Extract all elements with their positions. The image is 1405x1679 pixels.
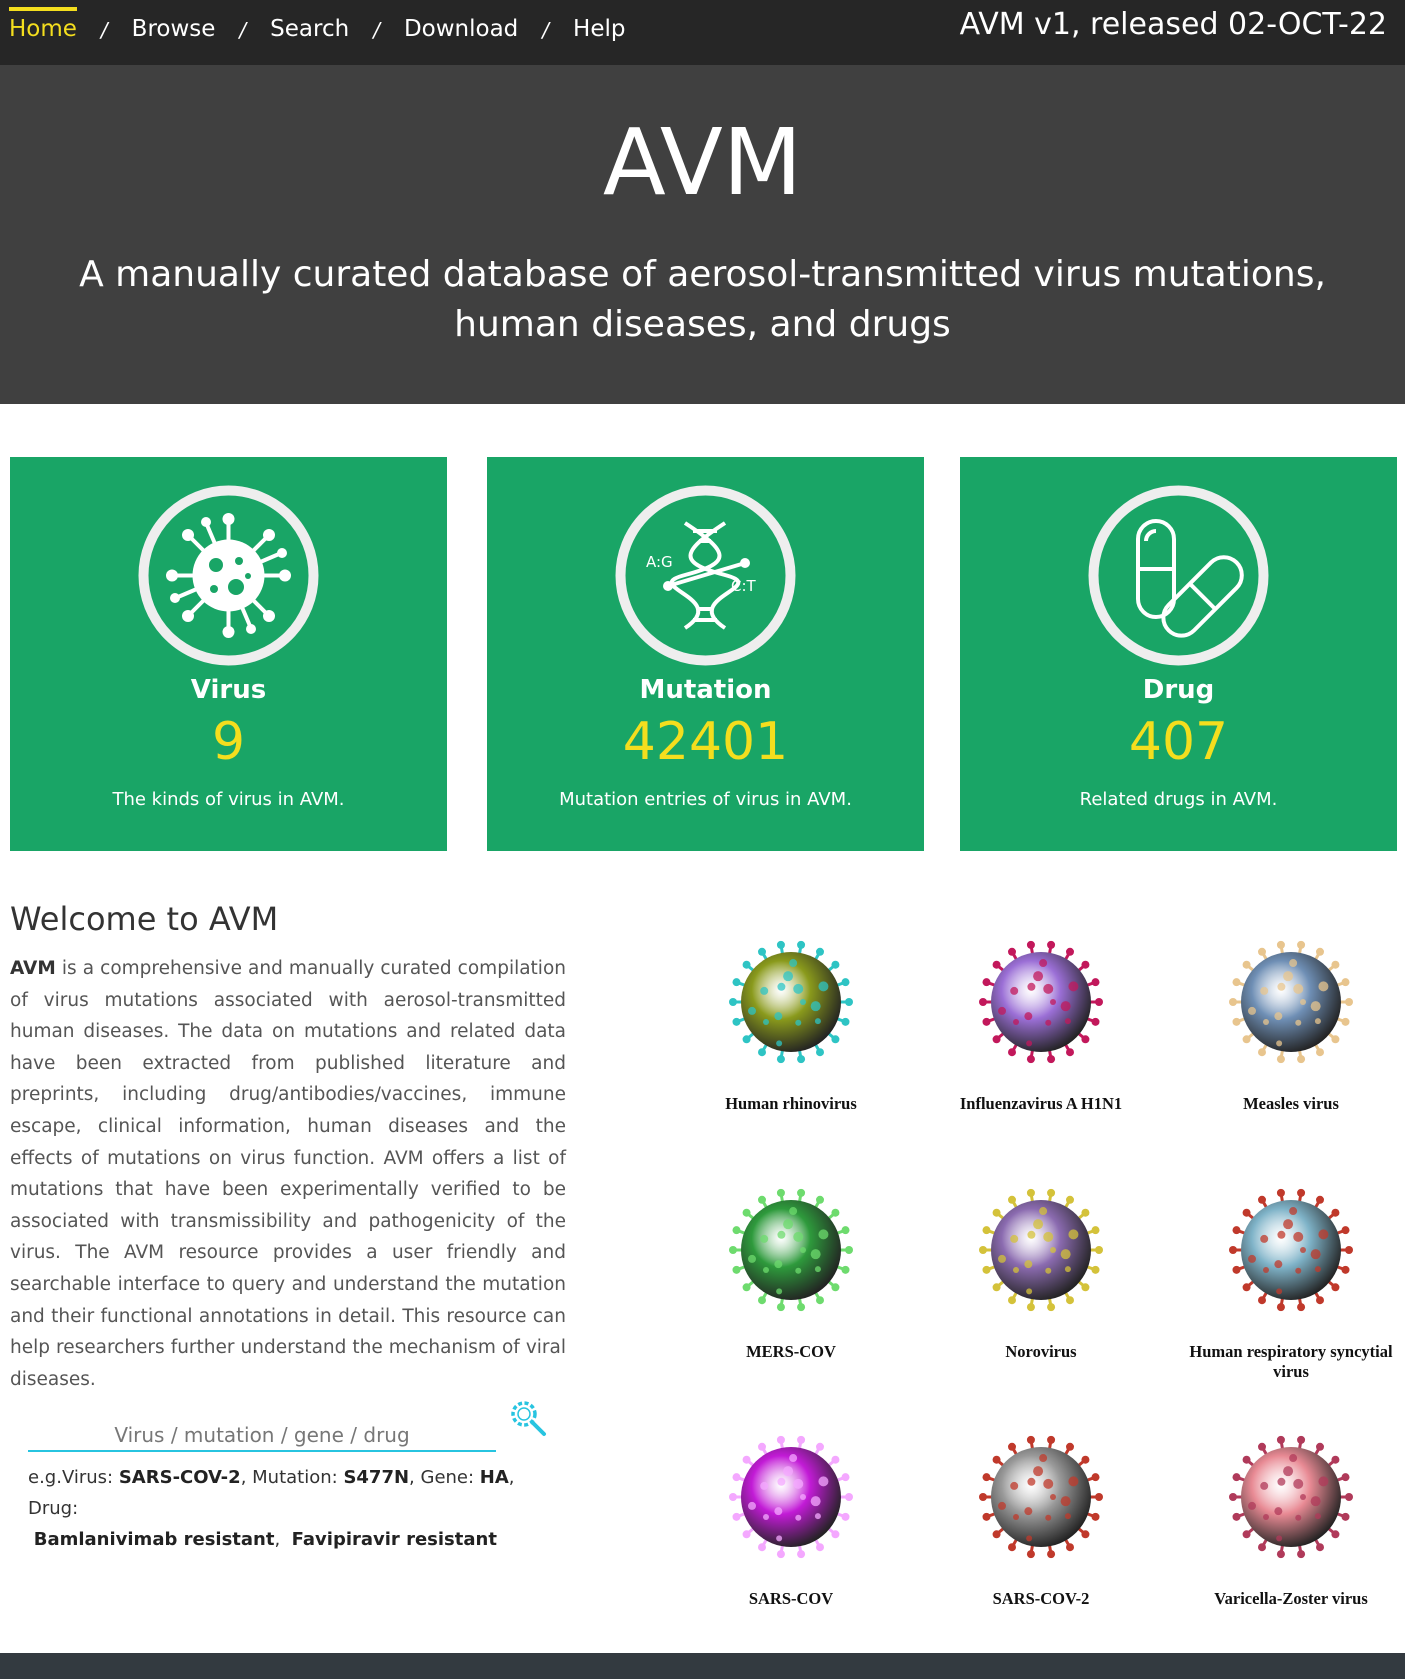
example-drug1-link[interactable]: Bamlanivimab resistant: [33, 1529, 275, 1550]
release-info: AVM v1, released 02-OCT-22: [959, 7, 1387, 42]
nav-separator: /: [542, 17, 550, 42]
virus-card[interactable]: [1181, 940, 1401, 1114]
drug-stat-value: 407: [1128, 712, 1229, 772]
examples-gene-label: , Gene:: [409, 1467, 480, 1488]
mutation-stat-card[interactable]: [487, 457, 924, 851]
virus-stat-label: Virus: [190, 675, 267, 705]
nav-browse-link[interactable]: Browse: [131, 16, 216, 42]
virus-icon: [136, 483, 321, 668]
welcome-paragraph: [10, 953, 566, 1395]
drug-stat-card[interactable]: [960, 457, 1397, 851]
nav-search-link[interactable]: Search: [270, 16, 350, 42]
virus-image[interactable]: [1229, 1188, 1353, 1312]
pill-icon: [1086, 483, 1271, 668]
virus-image[interactable]: [1229, 1435, 1353, 1559]
virus-image[interactable]: [1229, 940, 1353, 1064]
search-icon[interactable]: [506, 1396, 550, 1440]
drug-stat-label: Drug: [1142, 675, 1215, 705]
virus-image[interactable]: [979, 940, 1103, 1064]
virus-name-label[interactable]: Measles virus: [1243, 1094, 1339, 1113]
virus-name-label[interactable]: SARS-COV: [748, 1589, 834, 1608]
virus-name-label[interactable]: SARS-COV-2: [992, 1589, 1090, 1608]
example-virus-link[interactable]: SARS-COV-2: [118, 1467, 241, 1488]
welcome-lead: AVM: [10, 958, 56, 979]
virus-card[interactable]: [681, 1188, 901, 1362]
virus-name-label[interactable]: MERS-COV: [746, 1342, 836, 1361]
virus-image[interactable]: [979, 1435, 1103, 1559]
virus-card[interactable]: [681, 1435, 901, 1609]
virus-stat-value: 9: [211, 712, 246, 772]
virus-name-label[interactable]: Influenzavirus A H1N1: [959, 1094, 1123, 1113]
virus-card[interactable]: [931, 1435, 1151, 1609]
dna-icon: [613, 483, 798, 668]
virus-card[interactable]: [1181, 1435, 1401, 1609]
virus-name-label[interactable]: Norovirus: [1005, 1342, 1077, 1361]
welcome-heading: Welcome to AVM: [10, 900, 279, 938]
virus-card[interactable]: [681, 940, 901, 1114]
nav-download-link[interactable]: Download: [403, 16, 519, 42]
search-input[interactable]: [28, 1420, 496, 1452]
drug-stat-desc: Related drugs in AVM.: [1079, 789, 1278, 810]
nav-help-link[interactable]: Help: [573, 16, 626, 42]
examples-drug-label: , Drug:: [28, 1467, 515, 1519]
nav-menu: [9, 0, 625, 55]
site-title: AVM: [602, 109, 803, 216]
virus-image[interactable]: [729, 1188, 853, 1312]
virus-card[interactable]: [931, 1188, 1151, 1362]
examples-mutation-label: , Mutation:: [240, 1467, 344, 1488]
hero-banner: [0, 65, 1405, 404]
virus-image[interactable]: [729, 940, 853, 1064]
mutation-stat-value: 42401: [622, 712, 789, 772]
footer-bar: [0, 1653, 1405, 1679]
virus-name-label[interactable]: Varicella-Zoster virus: [1214, 1589, 1368, 1608]
nav-separator: /: [239, 17, 247, 42]
virus-image[interactable]: [979, 1188, 1103, 1312]
nav-home-link[interactable]: Home: [9, 13, 77, 42]
virus-name-label[interactable]: Human respiratory syncytial virus: [1189, 1342, 1393, 1381]
site-subtitle: A manually curated database of aerosol-transmitted virus mutations, human diseases, and drugs: [79, 254, 1326, 345]
mutation-stat-label: Mutation: [639, 675, 772, 705]
nav-separator: /: [373, 17, 380, 42]
dna-icon-label-2: C:T: [731, 577, 756, 595]
virus-name-label[interactable]: Human rhinovirus: [725, 1094, 857, 1113]
example-drug2-link[interactable]: Favipiravir resistant: [291, 1529, 497, 1550]
virus-stat-desc: The kinds of virus in AVM.: [112, 789, 345, 810]
virus-card[interactable]: [931, 940, 1151, 1114]
example-mutation-link[interactable]: S477N: [343, 1467, 410, 1488]
search-examples: [28, 1462, 568, 1555]
virus-image[interactable]: [729, 1435, 853, 1559]
examples-prefix: e.g.Virus:: [28, 1467, 119, 1488]
nav-separator: /: [100, 17, 108, 42]
welcome-body: is a comprehensive and manually curated compilation of virus mutations associated with aerosol-transmitted human diseases. The data on mutations and related data have been extracted from published literature and preprints, including drug/antibodies/vaccines, immune escape, clinical information, human diseases and the effects of mutations on virus function. AVM offers a list of mutations that have been experimentally verified to be associated with transmissibility and pathogenicity of the virus. The AVM resource provides a user friendly and searchable interface to query and understand the mutation and their functional annotations in detail. This resource can help researchers further understand the mechanism of viral diseases.: [10, 958, 566, 1390]
mutation-stat-desc: Mutation entries of virus in AVM.: [559, 789, 852, 810]
example-gene-link[interactable]: HA: [479, 1467, 509, 1488]
top-navbar: [0, 0, 1405, 65]
examples-drug-sep: ,: [274, 1529, 286, 1550]
dna-icon-label-1: A:G: [646, 553, 673, 571]
virus-card[interactable]: [1181, 1188, 1401, 1382]
virus-stat-card[interactable]: [10, 457, 447, 851]
